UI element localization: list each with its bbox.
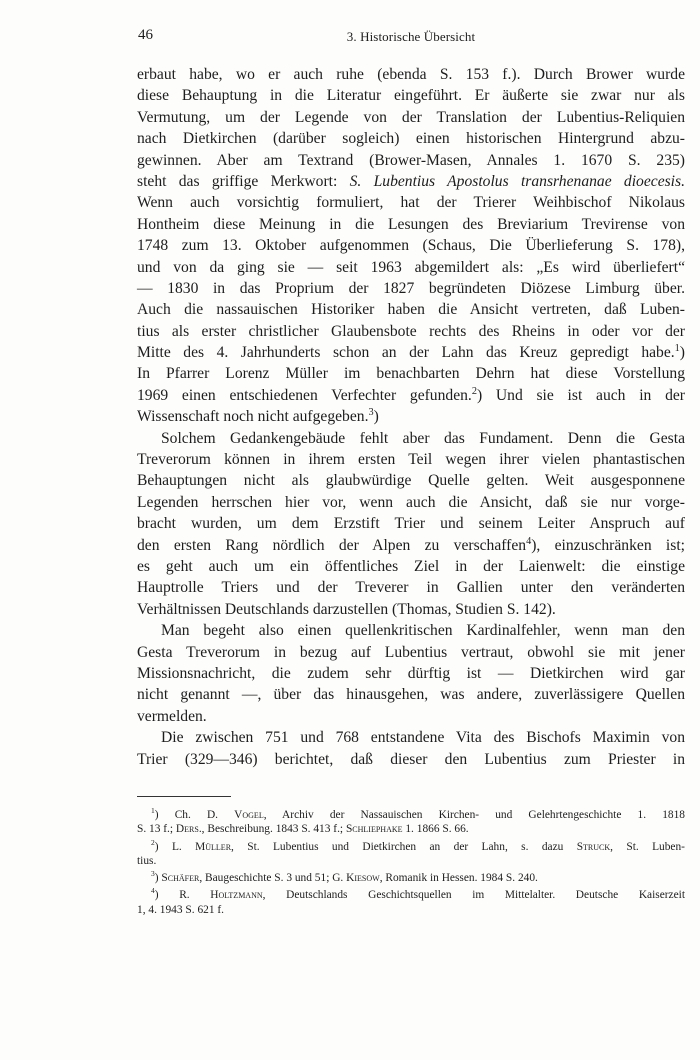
text-line [137, 107, 685, 128]
text-line [137, 192, 685, 213]
line-text: Hontheim diese Meinung in die Lesungen des Breviarium Trevirense von [137, 215, 685, 233]
footnote-number: 1 [151, 806, 155, 816]
footnote-number-paren: ) [154, 872, 162, 885]
footnote-marker: 4 [526, 535, 532, 547]
page-header [137, 27, 685, 49]
footnote-line [137, 808, 685, 822]
text-line [137, 278, 685, 299]
footnotes [137, 808, 685, 917]
text-line [137, 684, 685, 705]
author-name: Müller [195, 840, 232, 853]
footnote-number-paren: ) [154, 889, 180, 902]
line-text-tail: ) [679, 344, 685, 362]
footnote-text: 1. 1866 S. 66. [402, 823, 469, 836]
line-text: Hauptrolle Triers und der Treverer in Gallien unter den veränderten [137, 579, 685, 597]
text-line [137, 577, 685, 598]
author-name: Schäfer [161, 872, 200, 885]
text-line [137, 642, 685, 663]
text-line [137, 470, 685, 491]
text-line [137, 535, 685, 556]
text-line [137, 599, 685, 620]
text-line [137, 449, 685, 470]
text-line [137, 299, 685, 320]
line-text: tius als erster christlicher Glaubensbote rechts des Rheins in oder vor der [137, 322, 685, 340]
footnote-text: , Deutschlands Geschichtsquellen im Mittelalter. Deutsche Kaiserzeit [262, 889, 685, 902]
footnote-number: 4 [151, 886, 155, 896]
footnote-number-paren: ) [154, 809, 175, 821]
footnote-text: , Beschreibung. 1843 S. 413 f.; [201, 823, 346, 836]
text-line [137, 235, 685, 256]
line-text: Mitte des 4. Jahrhunderts schon an der Lahn das Kreuz gepredigt habe. [137, 344, 675, 362]
footnote-text: , St. Luben- [610, 840, 685, 853]
line-text: Man begeht also einen quellenkritischen Kardinalfehler, wenn man den [161, 622, 685, 640]
line-text-tail: ), einzuschränken ist; [531, 536, 685, 554]
line-text: und von da ging sie — seit 1963 abgemildert als: „Es wird überliefert“ [137, 258, 685, 276]
running-head: 3. Historische Übersicht [346, 29, 476, 44]
line-text: erbaut habe, wo er auch ruhe (ebenda S. 153 f.). Durch Brower wurde [137, 66, 685, 83]
line-text: vermelden. [137, 707, 207, 725]
line-text: Vermutung, um der Legende von der Translation der Lubentius-Reliquien [137, 108, 685, 126]
line-text: den ersten Rang nördlich der Alpen zu verschaffen [137, 536, 527, 554]
italic-quote: S. Lubentius Apostolus transrhenanae dioecesis. [349, 172, 685, 190]
text-line [137, 321, 685, 342]
line-text: Auch die nassauischen Historiker haben die Ansicht vertreten, daß Luben- [137, 301, 685, 319]
page-number: 46 [138, 27, 153, 43]
text-line [137, 64, 685, 85]
footnote-text: Ch. D. [174, 809, 235, 821]
text-line [137, 171, 685, 192]
line-text-tail: ) [373, 408, 379, 426]
text-line [137, 663, 685, 684]
line-text: Gesta Treverorum in bezug auf Lubentius vertraut, obwohl sie mit jener [137, 643, 685, 661]
line-text: — 1830 in das Proprium der 1827 begründeten Diözese Limburg über. [137, 279, 685, 297]
text-line [137, 385, 685, 406]
line-text: Wissenschaft noch nicht aufgegeben. [137, 408, 369, 426]
line-text: nach Dietkirchen (darüber sogleich) einen historischen Hintergrund abzu- [137, 130, 685, 148]
line-text: Trier (329—346) berichtet, daß dieser den Lubentius zum Priester in [137, 750, 685, 768]
footnote-text: , Archiv der Nassauischen Kirchen- und Gelehrtengeschichte 1. 1818 [263, 809, 685, 821]
line-text: Die zwischen 751 und 768 entstandene Vita des Bischofs Maximin von [161, 729, 685, 747]
text-line [137, 727, 685, 748]
author-name: Vogel [234, 809, 264, 821]
line-text: Verhältnissen Deutschlands darzustellen (Thomas, Studien S. 142). [137, 600, 556, 618]
text-line [137, 257, 685, 278]
line-text: bracht wurden, um dem Erzstift Trier und seinem Leiter Anspruch auf [137, 515, 685, 533]
footnote-text: , Romanik in Hessen. 1984 S. 240. [379, 872, 538, 885]
footnote-line [137, 903, 685, 917]
line-text: Missionsnachricht, die zudem sehr dürftig ist — Dietkirchen wird gar [137, 664, 685, 682]
footnote-text: , Baugeschichte S. 3 und 51; G. [199, 872, 347, 885]
footnote-marker: 1 [674, 342, 680, 354]
line-text: 1969 einen entschiedenen Verfechter gefunden. [137, 386, 472, 404]
text-line [137, 556, 685, 577]
line-text: nicht genannt —, über das hinausgehen, was andere, zuverlässigere Quellen [137, 686, 685, 704]
text-line [137, 363, 685, 384]
line-text: Wenn auch vorsichtig formuliert, hat der Trierer Weihbischof Nikolaus [137, 194, 685, 212]
footnote-number: 2 [151, 837, 155, 847]
text-line [137, 513, 685, 534]
footnote-text: 1, 4. 1943 S. 621 f. [137, 903, 225, 916]
text-line [137, 150, 685, 171]
footnote-number-paren: ) [154, 840, 172, 853]
line-text-tail: ) Und sie ist auch in der [476, 386, 685, 404]
footnote-text: S. 13 f.; [137, 823, 176, 836]
line-text: diese Behauptung in die Literatur eingeführt. Er äußerte sie zwar nur als [137, 87, 685, 105]
footnote-line [137, 822, 685, 836]
footnote-text: L. [171, 840, 196, 853]
footnote-marker: 2 [471, 385, 477, 397]
line-text: steht das griffige Merkwort: [137, 172, 350, 190]
line-text: Solchem Gedankengebäude fehlt aber das Fundament. Denn die Gesta [161, 429, 685, 447]
text-line [137, 128, 685, 149]
footnote-line [137, 888, 685, 902]
line-text: 1748 zum 13. Oktober aufgenommen (Schaus, Die Überlieferung S. 178), [137, 237, 685, 255]
text-line [137, 85, 685, 106]
footnote-number: 3 [151, 869, 155, 879]
text-line [137, 492, 685, 513]
text-line [137, 406, 685, 427]
author-name: Holtzmann [210, 889, 263, 902]
text-line [137, 214, 685, 235]
text-line [137, 620, 685, 641]
body-text [137, 64, 685, 770]
text-line [137, 749, 685, 770]
line-text: Treverorum können in ihrem ersten Teil wegen ihrer vielen phantastischen [137, 451, 685, 469]
text-line [137, 706, 685, 727]
author-name: Struck [576, 840, 611, 853]
footnote-marker: 3 [368, 407, 374, 419]
line-text: gewinnen. Aber am Textrand (Brower-Masen, Annales 1. 1670 S. 235) [137, 151, 685, 169]
footnote-line [137, 871, 685, 885]
line-text: Legenden herrschen hier vor, wenn auch die Ansicht, daß sie nur vorge- [137, 493, 685, 511]
line-text: es geht auch um ein öffentliches Ziel in der Laienwelt: die einstige [137, 557, 685, 575]
author-name: Ders. [175, 823, 202, 836]
text-line [137, 342, 685, 363]
text-line [137, 428, 685, 449]
line-text: Behauptungen nicht als glaubwürdige Quelle gelten. Weit ausgesponnene [137, 472, 685, 490]
author-name: Kiesow [346, 872, 380, 885]
footnote-text: , St. Lubentius und Dietkirchen an der Lahn, s. dazu [231, 840, 577, 853]
footnote-line [137, 854, 685, 868]
author-name: Schliephake [345, 823, 403, 836]
footnote-text: tius. [137, 854, 157, 867]
footnote-separator [137, 796, 231, 797]
footnote-line [137, 837, 685, 854]
footnote-text: R. [179, 889, 211, 902]
line-text: In Pfarrer Lorenz Müller im benachbarten Dehrn hat diese Vorstellung [137, 365, 685, 383]
